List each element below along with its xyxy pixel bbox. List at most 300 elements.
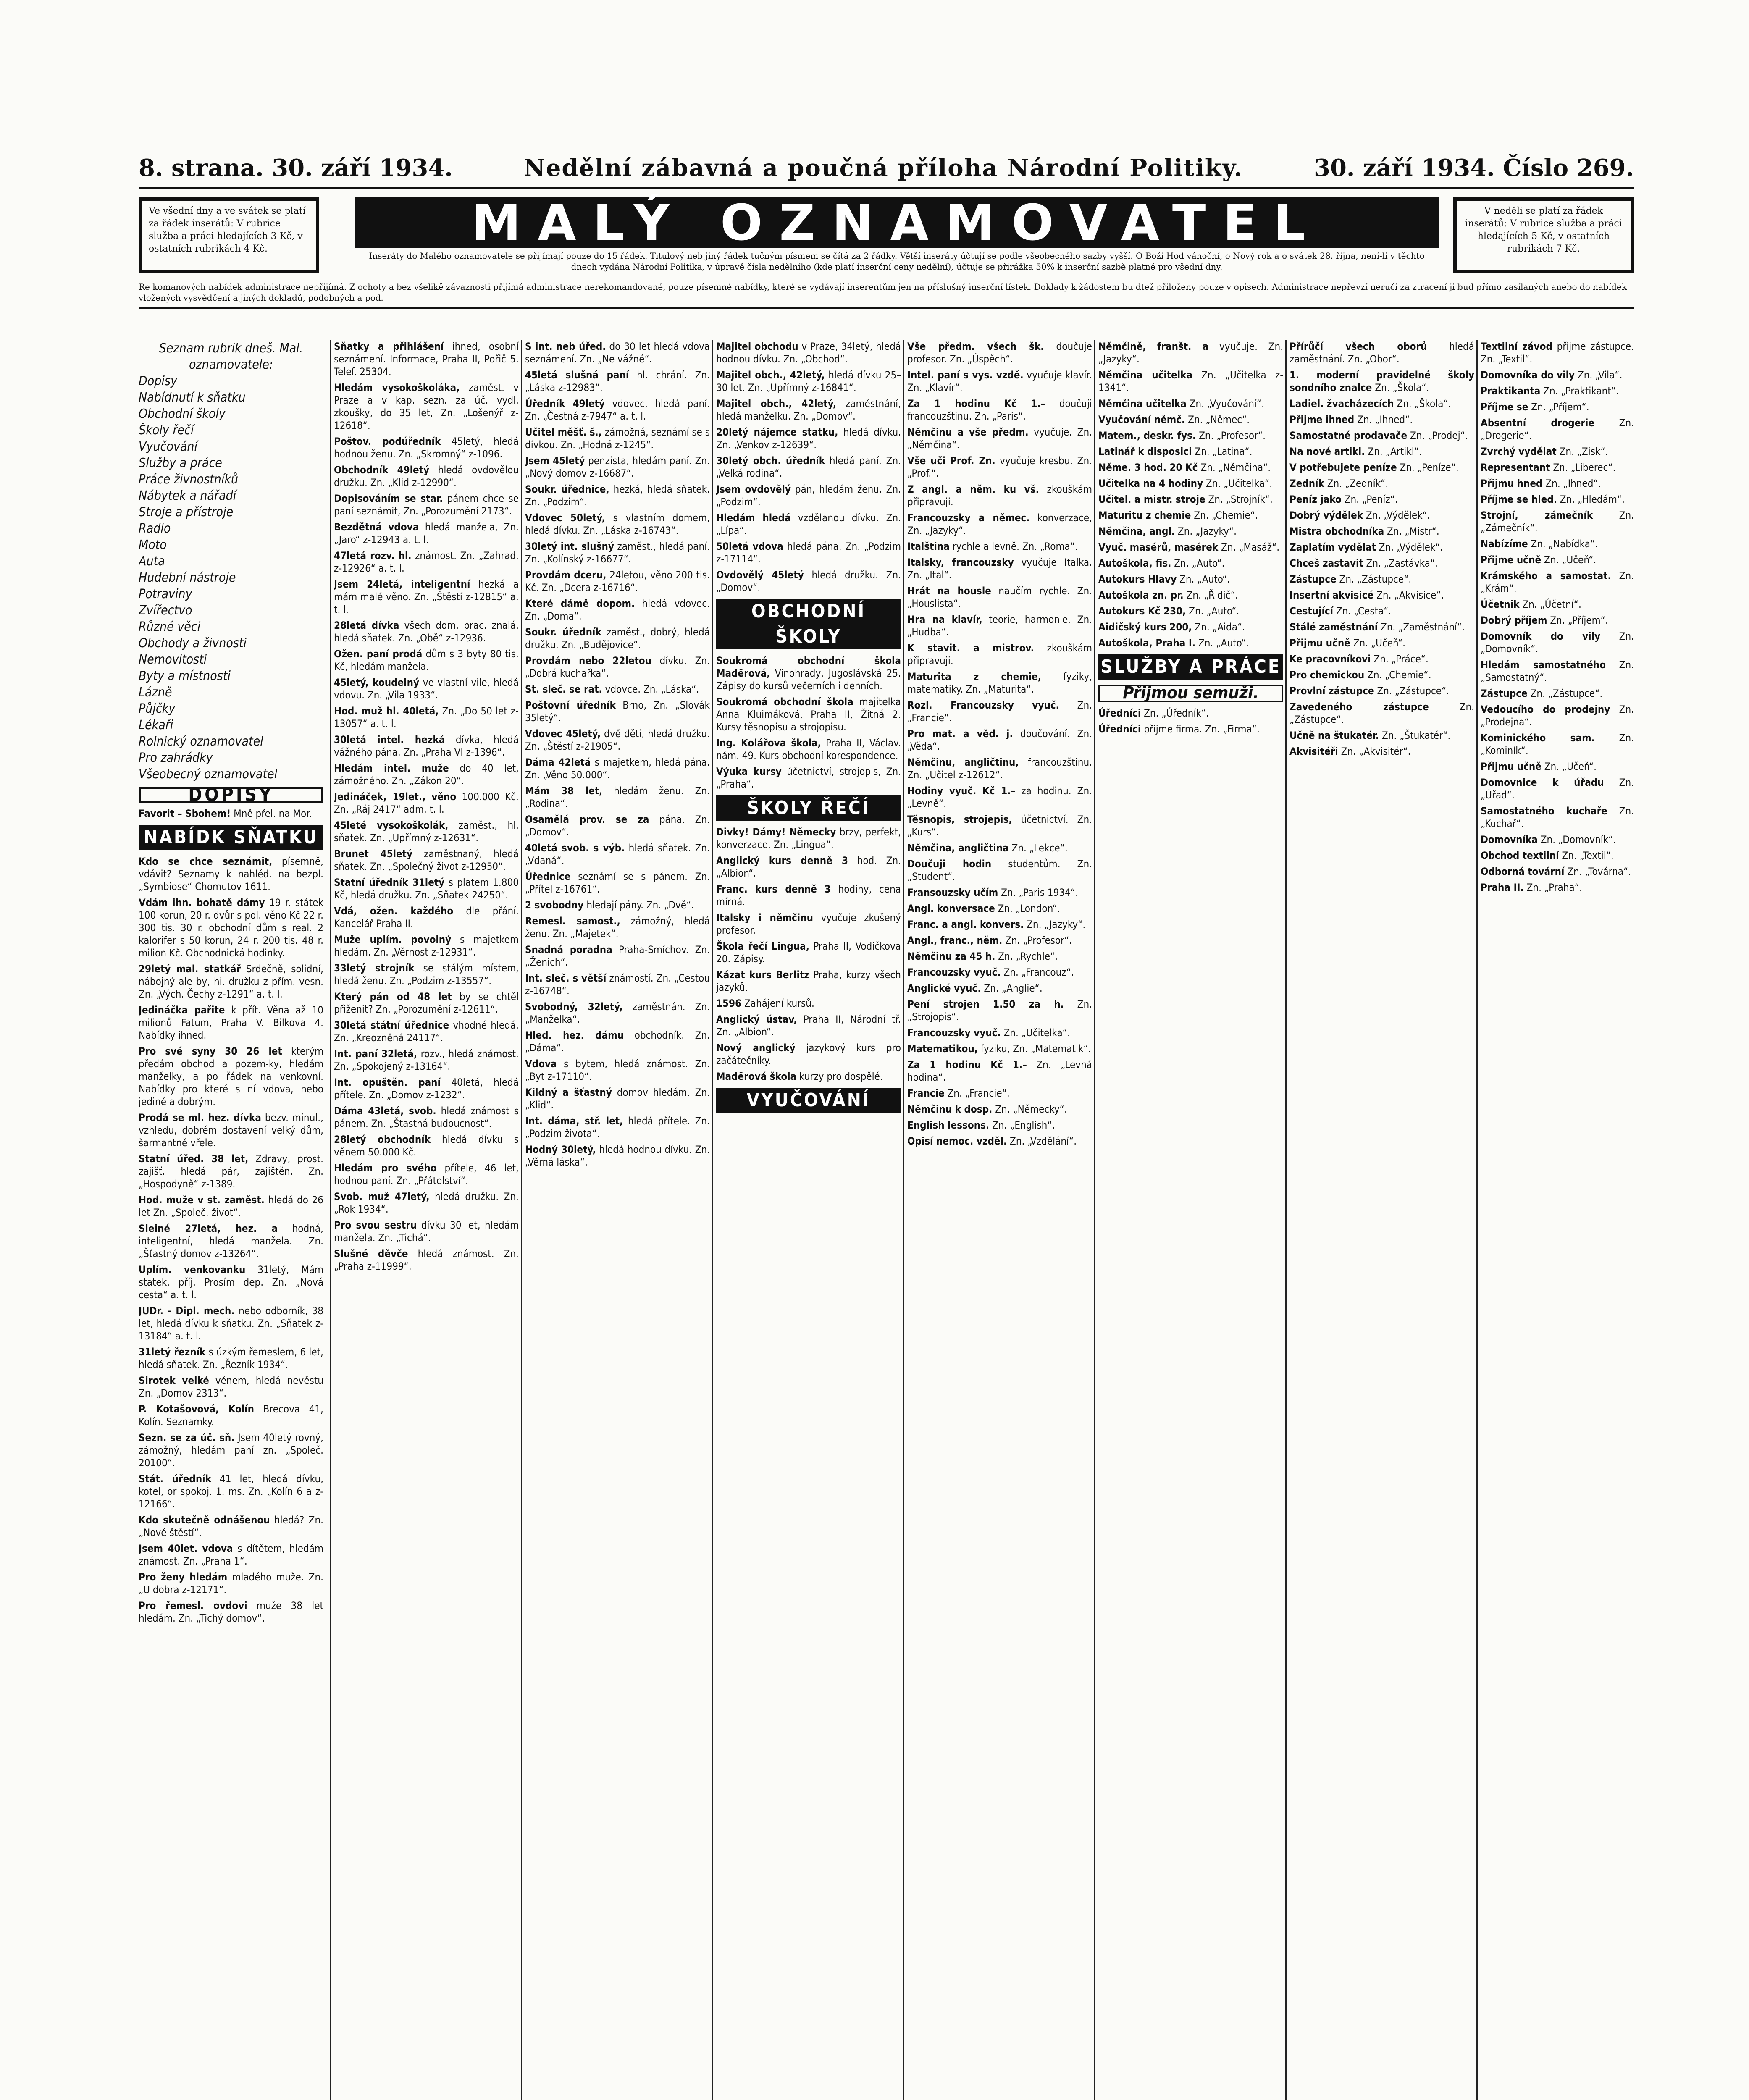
classified-ad — [1098, 525, 1283, 538]
ad-headline: Hledám intel. muže — [334, 762, 449, 774]
classified-ad — [716, 540, 901, 565]
ad-body: Brno, Zn. „Slovák 35letý“. — [525, 699, 710, 724]
ad-body: Zn. „Samostatný“. — [1481, 659, 1634, 683]
classified-ad — [1481, 461, 1634, 474]
rubric-item: Zvířectvo — [139, 603, 192, 618]
ad-headline: Francouzsky vyuč. — [907, 1027, 1001, 1039]
classified-ad — [334, 1219, 519, 1244]
classified-ad — [1481, 538, 1634, 550]
classified-ad — [139, 1542, 323, 1567]
ad-body: hledá manžela, Zn. „Jaro“ z-12943 a. t. l. — [334, 521, 519, 546]
ad-body: zaměst., hl. sňatek. Zn. „Upřímný z-12631“. — [334, 819, 519, 844]
classified-ad — [334, 578, 519, 616]
ad-headline: Hod. muž hl. 40letá, — [334, 705, 439, 717]
classified-ad — [139, 1222, 323, 1260]
ad-headline: Mistra obchodníka — [1289, 525, 1384, 537]
classified-ad — [1289, 637, 1474, 649]
ad-body: s bytem, hledá známost. Zn. „Byt z-17110“. — [525, 1058, 710, 1082]
ad-headline: 28letý obchodník — [334, 1134, 431, 1145]
ad-body: dům s 3 byty 80 tis. Kč, hledám manžela. — [334, 648, 519, 672]
column-1 — [139, 340, 323, 2100]
section-snatek: NABÍDK SŇATKU — [139, 825, 323, 850]
ads-group — [1481, 340, 1634, 894]
classified-ad — [1481, 849, 1634, 862]
ad-body: Zn. „Do 50 let z-13057“ a. t. l. — [334, 705, 519, 730]
ad-body: konverzace, Zn. „Jazyky“. — [907, 512, 1092, 536]
classified-ad — [525, 842, 710, 867]
ad-headline: Pro své syny 30 26 let — [139, 1045, 282, 1057]
ad-body: 100.000 Kč. Zn. „Ráj 2417“ adm. t. l. — [334, 791, 519, 815]
ad-body: Zn. „Rychle“. — [995, 950, 1058, 962]
ad-headline: Sezn. se za úč. sň. — [139, 1432, 235, 1444]
ad-body: francouzštinu. Zn. „Učitel z-12612“. — [907, 756, 1092, 781]
ad-body: Zn. „Latina“. — [1192, 446, 1253, 457]
classified-ad — [334, 464, 519, 489]
ad-headline: Dobrý výdělek — [1289, 509, 1363, 521]
ad-body: Zn. „Zedník“. — [1324, 478, 1389, 489]
ad-headline: Zástupce — [1481, 688, 1528, 699]
rubric-item: Nemovitosti — [139, 652, 207, 667]
ads-group — [139, 855, 323, 1625]
ad-body: Zn. „Úřad“. — [1481, 777, 1634, 801]
ad-headline: Bezdětná vdova — [334, 521, 419, 533]
ads-group — [907, 340, 1092, 1147]
ad-body: majitelka Anna Kluimáková, Praha II, Žitná 2. Kursy těsnopisu a strojopisu. — [716, 696, 901, 733]
classified-ad — [334, 1076, 519, 1101]
ad-headline: Za 1 hodinu Kč 1.– — [907, 398, 1045, 410]
classified-ad — [334, 933, 519, 958]
ad-body: věnem, hledá nevěstu Zn. „Domov 2313“. — [139, 1375, 323, 1399]
classified-ad — [907, 670, 1092, 696]
classified-ad — [1098, 429, 1283, 442]
ad-headline: Příjme se hled. — [1481, 494, 1557, 505]
ad-headline: Sirotek velké — [139, 1375, 209, 1386]
classified-ad — [525, 597, 710, 622]
ad-body: domov hledám. Zn. „Klid“. — [525, 1087, 710, 1111]
classified-ad — [907, 1087, 1092, 1100]
ad-headline: Madërová škola — [716, 1071, 797, 1082]
ad-headline: Absentní drogerie — [1481, 417, 1595, 429]
classified-ad — [1098, 461, 1283, 474]
ad-body: Zn. „Vila“. — [1575, 369, 1623, 381]
ad-body: Jsem 40letý rovný, zámožný, hledám paní zn. „Společ. 20100“. — [139, 1432, 323, 1469]
classified-ad — [907, 785, 1092, 810]
classified-ad — [1481, 417, 1634, 442]
classified-ad — [525, 813, 710, 838]
classified-ad — [1481, 760, 1634, 773]
classified-ad — [716, 397, 901, 423]
ad-headline: Který pán od 48 let — [334, 991, 452, 1003]
classified-ad — [525, 426, 710, 451]
column-rule — [903, 340, 904, 2100]
ad-headline: V potřebujete peníze — [1289, 462, 1397, 473]
ad-headline: Int. sleč. s větší — [525, 972, 607, 984]
classified-ad — [334, 1190, 519, 1215]
section-dopisy: DOPISY — [139, 787, 323, 803]
ad-body: vyučuje zkušený profesor. — [716, 912, 901, 936]
ad-body: hodná, inteligentní, hledá manžela. Zn. „Šťastný domov z-13264“. — [139, 1223, 323, 1260]
classified-ad — [907, 1042, 1092, 1055]
ad-headline: Úředníci — [1098, 723, 1141, 735]
ad-headline: Anglický kurs denně 3 — [716, 855, 848, 866]
ad-body: zkouškám připravuji. — [907, 642, 1092, 667]
ad-headline: Soukr. úřednice, — [525, 483, 609, 495]
classified-ad — [139, 1263, 323, 1301]
ad-body: v Praze, 34letý, hledá hodnou dívku. Zn. „Obchod“. — [716, 341, 901, 365]
ad-body: pána. Zn. „Domov“. — [525, 814, 710, 838]
ad-body: fyziku, Zn. „Matematik“. — [977, 1043, 1091, 1055]
ad-headline: Hledám hledá — [716, 512, 791, 524]
classified-ad — [907, 556, 1092, 581]
ad-headline: Sleiné 27letá, hez. a — [139, 1223, 278, 1234]
ad-headline: Jsem 24letá, inteligentní — [334, 578, 470, 590]
ad-headline: 45leté vysokoškolák, — [334, 819, 449, 831]
classified-ad — [907, 340, 1092, 365]
classified-ad — [1098, 340, 1283, 365]
classified-ad — [716, 1070, 901, 1083]
ad-headline: Insertní akvisicé — [1289, 589, 1374, 601]
ad-headline: Dáma 43letá, svob. — [334, 1105, 436, 1117]
ad-body: naučím rychle. Zn. „Houslista“. — [907, 585, 1092, 609]
ad-body: vdovce. Zn. „Láska“. — [602, 683, 699, 695]
ad-headline: K stavit. a mistrov. — [907, 642, 1034, 654]
ad-headline: Pro ženy hledám — [139, 1571, 228, 1583]
ad-body: hledá do 26 let Zn. „Společ. život“. — [139, 1194, 323, 1218]
ad-headline: Akvisitéři — [1289, 746, 1338, 757]
ad-body: Zn. „Drogerie“. — [1481, 417, 1634, 441]
ad-headline: Italsky, francouzsky — [907, 556, 1014, 568]
classified-ad — [907, 613, 1092, 638]
ad-headline: S int. neb úřed. — [525, 341, 606, 352]
ad-headline: Brunet 45letý — [334, 848, 413, 860]
ad-body: Zn. „Učeň“. — [1541, 554, 1597, 566]
ad-headline: Hrát na housle — [907, 585, 991, 597]
classified-ad — [139, 896, 323, 959]
ad-headline: 2 svobodny — [525, 899, 584, 911]
ad-body: Zn. „Chemie“. — [1364, 669, 1431, 681]
classified-ad — [139, 1431, 323, 1469]
classified-ad — [907, 982, 1092, 995]
classified-ad — [139, 1305, 323, 1342]
ad-body: Zn. „Zámečník“. — [1481, 509, 1634, 534]
classified-ad — [716, 340, 901, 365]
ad-body: vyučuje. Zn. „Němčina“. — [907, 426, 1092, 451]
classified-ad — [525, 1000, 710, 1026]
classified-ad — [1289, 541, 1474, 554]
classified-ad — [1289, 397, 1474, 410]
administration-notice: Re komanových nabídek administrace nepřijímá. Z ochoty a bez všelikě závaznosti přijímá administrace nerekomandované, pouze písemné nabídky, které se vydávají inserentům jen na příslušný inserční lístek. Doklady k žádostem bu dtež přiloženy pouze v opisech. Administrace nepřevzí neručí za ztracení ji bud přímo zasílaných anebo do nabídek vložených vysvědčení a jiných dokladů, podobných a pod. — [139, 281, 1634, 309]
classified-ad — [1481, 445, 1634, 458]
classified-ad — [525, 483, 710, 508]
ad-body: Zn. „Zisk“. — [1556, 446, 1608, 457]
ad-body: Brecova 41, Kolín. Seznamky. — [139, 1403, 323, 1428]
ad-body: Zn. „Prodej“. — [1407, 430, 1468, 441]
ad-body: Zn. „Strojopis“. — [907, 998, 1092, 1023]
ad-body: 31letý, Mám statek, příj. Prosím dep. Zn. „Nová cesta“ a. t. l. — [139, 1264, 323, 1301]
classified-ad — [1289, 413, 1474, 426]
ad-body: Zn. „Učeň“. — [1541, 761, 1597, 772]
ad-headline: Kildný a šťastný — [525, 1087, 612, 1098]
ad-headline: Statní úředník 31letý — [334, 877, 445, 888]
ad-body: Zn. „Zástupce“. — [1289, 701, 1474, 725]
ad-body: všech dom. prac. znalá, hledá sňatek. Zn. „Obě“ z-12936. — [334, 620, 519, 644]
ad-headline: 50letá vdova — [716, 541, 783, 552]
classified-ad — [1289, 701, 1474, 726]
ad-headline: Kázat kurs Berlitz — [716, 969, 809, 981]
ad-body: Zn. „Práce“. — [1371, 653, 1429, 665]
ad-headline: Ke pracovníkovi — [1289, 653, 1371, 665]
ad-headline: Které dámě dopom. — [525, 598, 635, 609]
ad-headline: Muže uplím. povolný — [334, 934, 452, 945]
ad-headline: Opisí nemoc. vzděl. — [907, 1135, 1007, 1147]
ad-body: zaměst., dobrý, hledá družku. Zn. „Budějovice“. — [525, 626, 710, 651]
ad-body: dívka, hledá vážného pána. Zn. „Praha VI z-1396“. — [334, 734, 519, 758]
rubric-item: Školy řečí — [139, 423, 194, 438]
classified-ad — [716, 654, 901, 692]
classified-ad — [525, 870, 710, 895]
ad-headline: Hodný 30letý, — [525, 1144, 596, 1155]
classified-ad — [1481, 732, 1634, 757]
ad-headline: Němčinu za 45 h. — [907, 950, 995, 962]
ad-headline: Zvrchý vydělat — [1481, 446, 1557, 457]
ads-group — [1098, 707, 1283, 735]
column-rule — [712, 340, 713, 2100]
classified-ad — [334, 676, 519, 701]
ad-headline: Přijme učně — [1481, 554, 1542, 566]
ad-headline: Vedoucího do prodejny — [1481, 704, 1610, 715]
classified-ad — [1098, 723, 1283, 735]
classified-ad — [525, 512, 710, 537]
ad-headline: Přijmu učně — [1481, 761, 1542, 772]
ad-body: hezká a mám malé věno. Zn. „Štěstí z-12815“ a. t. l. — [334, 578, 519, 615]
ad-body: Zn. „Mistr“. — [1384, 525, 1439, 537]
ad-body: Zn. „Chemie“. — [1191, 509, 1258, 521]
rubric-items — [139, 373, 323, 782]
ad-body: Zn. „Domovník“. — [1481, 630, 1634, 655]
classified-ad — [1098, 541, 1283, 554]
rubric-item: Práce živnostníků — [139, 472, 239, 487]
ad-body: Zn. „Anglie“. — [981, 982, 1043, 994]
ad-headline: 33letý strojník — [334, 962, 415, 974]
ad-headline: Jsem 40let. vdova — [139, 1543, 233, 1554]
ad-headline: Poštovní úředník — [525, 699, 616, 711]
classified-ad — [716, 1013, 901, 1038]
classified-ad — [1289, 369, 1474, 394]
ad-headline: Stát. úředník — [139, 1473, 211, 1485]
classified-ad — [334, 492, 519, 517]
ad-body: Zn. „Lekce“. — [1008, 842, 1068, 854]
ad-headline: Škola řečí Lingua, — [716, 940, 809, 952]
ad-headline: Jedináček, 19let., věno — [334, 791, 457, 803]
ad-body: dvě děti, hledá družku. Zn. „Štěstí z-21905“. — [525, 728, 710, 752]
ad-body: Zn. „Auto“. — [1171, 557, 1225, 569]
ad-headline: Obchodník 49letý — [334, 464, 430, 476]
ad-headline: Prodá se ml. hez. dívka — [139, 1112, 261, 1124]
classified-ad — [907, 966, 1092, 979]
classified-ad — [907, 512, 1092, 537]
ad-headline: Int. dáma, stř. let, — [525, 1115, 623, 1127]
ad-body: Zn. „Ihned“. — [1354, 414, 1413, 425]
ad-headline: Snadná poradna — [525, 944, 612, 956]
ad-body: by se chtěl přiženit? Zn. „Porozumění z-12611“. — [334, 991, 519, 1015]
ad-headline: Pro mat. a věd. j. — [907, 728, 1013, 740]
ad-body: pánem chce se paní seznámit, Zn. „Porozumění 2173“. — [334, 493, 519, 517]
ad-body: do 30 let hledá vdova seznámení. Zn. „Ne vážné“. — [525, 341, 710, 365]
ad-body: vdovec, hledá paní. Zn. „Čestná z-7947“ a. t. l. — [525, 398, 710, 422]
rubric-list — [139, 340, 323, 782]
classified-ad — [525, 569, 710, 594]
section-skoly-reci: ŠKOLY ŘEČÍ — [716, 795, 901, 821]
ad-body: Zn. „Levná hodina“. — [907, 1059, 1092, 1083]
classified-ad — [334, 1047, 519, 1073]
ad-headline: 45letý, koudelný — [334, 677, 420, 688]
classified-ad — [1481, 509, 1634, 534]
ad-headline: Chceš zastavit — [1289, 557, 1363, 569]
ad-body: Zn. „Textil“. — [1559, 850, 1614, 861]
ad-body: ve vlastní vile, hledá vdovu. Zn. „Vila 1933“. — [334, 677, 519, 701]
ad-headline: Latinář k disposici — [1098, 446, 1192, 457]
classified-ad — [1481, 493, 1634, 506]
classified-ad — [139, 1571, 323, 1596]
ad-headline: Němčina učitelka — [1098, 398, 1187, 410]
classified-ad — [1098, 397, 1283, 410]
ad-body: hledá družku. Zn. „Domov“. — [716, 569, 901, 593]
classified-ad — [716, 826, 901, 851]
classified-ad — [716, 1042, 901, 1067]
classified-ad — [1289, 653, 1474, 665]
ad-body: zaměstnán. Zn. „Manželka“. — [525, 1001, 710, 1025]
classified-ad — [1289, 745, 1474, 758]
rubric-item: Radio — [139, 521, 171, 536]
ad-headline: Přijmu hned — [1481, 478, 1543, 489]
ad-headline: Hodiny vyuč. Kč 1.– — [907, 785, 1016, 797]
classified-ad — [334, 848, 519, 873]
ad-headline: Autoškola, Praha I. — [1098, 637, 1196, 649]
ad-headline: Kdo se chce seznámit, — [139, 856, 273, 867]
ad-headline: Rozl. Francouzsky vyuč. — [907, 699, 1059, 711]
classified-ad — [907, 1026, 1092, 1039]
ad-body: Zn. „Řidič“. — [1183, 589, 1238, 601]
ad-headline: Uplím. venkovanku — [139, 1264, 246, 1276]
ad-body: Zn. „Nabídka“. — [1528, 538, 1598, 550]
ad-headline: Fransouzsky učím — [907, 887, 998, 898]
classified-ad — [334, 1133, 519, 1158]
classified-ad — [1481, 385, 1634, 397]
ad-headline: Pro svou sestru — [334, 1219, 417, 1231]
ad-headline: Ing. Kolářova škola, — [716, 737, 821, 749]
classified-ad — [1098, 573, 1283, 585]
ad-headline: Úřednice — [525, 871, 571, 882]
classified-ad — [334, 521, 519, 546]
ad-headline: Němčině, franšt. a — [1098, 341, 1209, 352]
ad-body: 24letou, věno 200 tis. Kč. Zn. „Dcera z-16716“. — [525, 569, 710, 593]
rubric-item: Potraviny — [139, 587, 192, 601]
ad-headline: Hledám vysokoškoláka, — [334, 382, 460, 394]
classified-ad — [716, 997, 901, 1010]
banner-title: MALÝ OZNAMOVATEL — [355, 197, 1439, 248]
ad-headline: 30letá státní úřednice — [334, 1019, 449, 1031]
ad-headline: Jsem 45letý — [525, 455, 585, 467]
ad-body: Zn. „Škola“. — [1394, 398, 1451, 410]
ad-body: jazykový kurs pro začátečníky. — [716, 1042, 901, 1066]
ad-body: zaměstnání, hledá manželku. Zn. „Domov“. — [716, 398, 901, 422]
classified-ad — [139, 1514, 323, 1539]
ad-headline: 1. moderní pravidelné školy sondního znalce — [1289, 369, 1474, 394]
column-6 — [1098, 340, 1283, 2100]
ad-headline: Hra na klavír, — [907, 614, 982, 625]
classified-ad — [1289, 669, 1474, 681]
classified-ad — [1289, 477, 1474, 490]
rubric-item: Hudební nástroje — [139, 570, 236, 585]
ad-body: hezká, hledá sňatek. Zn. „Podzim“. — [525, 483, 710, 508]
ad-body: Zn. „Učitelka z-1341“. — [1098, 369, 1283, 394]
classified-ad — [1481, 833, 1634, 846]
classified-ad — [716, 569, 901, 594]
ad-body: hledá pána. Zn. „Podzim z-17114“. — [716, 541, 901, 565]
ad-headline: Int. paní 32letá, — [334, 1048, 418, 1060]
ad-body: rychle a levně. Zn. „Roma“. — [949, 541, 1078, 552]
ad-body: kterým předám obchod a pozem-ky, hledám manželky, a po řádek na venkovní. Nabídky pro které s ní vdova, nebo jediné a dobrým. — [139, 1045, 323, 1108]
classified-ad — [1481, 340, 1634, 365]
rubric-list-title: Seznam rubrik dneš. Mal. oznamovatele: — [159, 341, 303, 372]
classified-ad — [525, 915, 710, 940]
ad-body: Zn. „Auto“. — [1177, 573, 1230, 585]
classified-ad — [525, 340, 710, 365]
ad-headline: JUDr. - Dipl. mech. — [139, 1305, 235, 1317]
classified-ad — [139, 1599, 323, 1625]
rubric-item: Pro zahrádky — [139, 751, 213, 765]
ad-headline: Hledám samostatného — [1481, 659, 1606, 671]
ad-body: studentům. Zn. „Student“. — [907, 858, 1092, 882]
classified-ad — [716, 883, 901, 908]
ad-body: obchodník. Zn. „Dáma“. — [525, 1029, 710, 1054]
ad-headline: Slušné děvče — [334, 1248, 408, 1260]
ad-headline: Provdám dceru, — [525, 569, 607, 581]
classified-ad — [525, 727, 710, 753]
ad-body: hledá ovdovělou družku. Zn. „Klid z-12990“. — [334, 464, 519, 488]
ad-body: brzy, perfekt, konverzace. Zn. „Lingua“. — [716, 826, 901, 850]
ads-group — [1289, 340, 1474, 758]
ad-body: Zn. „Učitelka“. — [1203, 478, 1273, 489]
ad-headline: Nový anglický — [716, 1042, 796, 1054]
ad-body: Zn. „Peníz“. — [1341, 494, 1398, 505]
ad-headline: Matematikou, — [907, 1043, 978, 1055]
classified-ad — [139, 963, 323, 1000]
ad-headline: Anglické vyuč. — [907, 982, 981, 994]
ad-body: hledá? Zn. „Nové štěstí“. — [139, 1514, 323, 1538]
ad-headline: Němčinu k dosp. — [907, 1103, 993, 1115]
ad-headline: Učně na štukatér. — [1289, 730, 1379, 741]
classified-ad — [907, 756, 1092, 781]
ad-body: Zn. „Hledám“. — [1557, 494, 1625, 505]
ad-body: vzdělanou dívku. Zn. „Lípa“. — [716, 512, 901, 536]
column-7 — [1289, 340, 1474, 2100]
classified-ad — [139, 1194, 323, 1219]
classified-ad — [1289, 557, 1474, 570]
classified-ad — [907, 813, 1092, 838]
ad-headline: Zavedeného zástupce — [1289, 701, 1429, 713]
ad-body: Mně přel. na Mor. — [231, 808, 312, 819]
ad-body: Zn. „Zastávka“. — [1363, 557, 1438, 569]
ad-body: přijme zástupce. Zn. „Textil“. — [1481, 341, 1634, 365]
classified-ad — [907, 454, 1092, 480]
ad-headline: Vdovec 50letý, — [525, 512, 605, 524]
ad-headline: Aidičský kurs 200, — [1098, 621, 1192, 633]
ad-headline: Dobrý příjem — [1481, 614, 1547, 626]
classified-ad — [1481, 598, 1634, 611]
rubric-item: Obchodní školy — [139, 407, 226, 421]
classified-ad — [716, 940, 901, 965]
